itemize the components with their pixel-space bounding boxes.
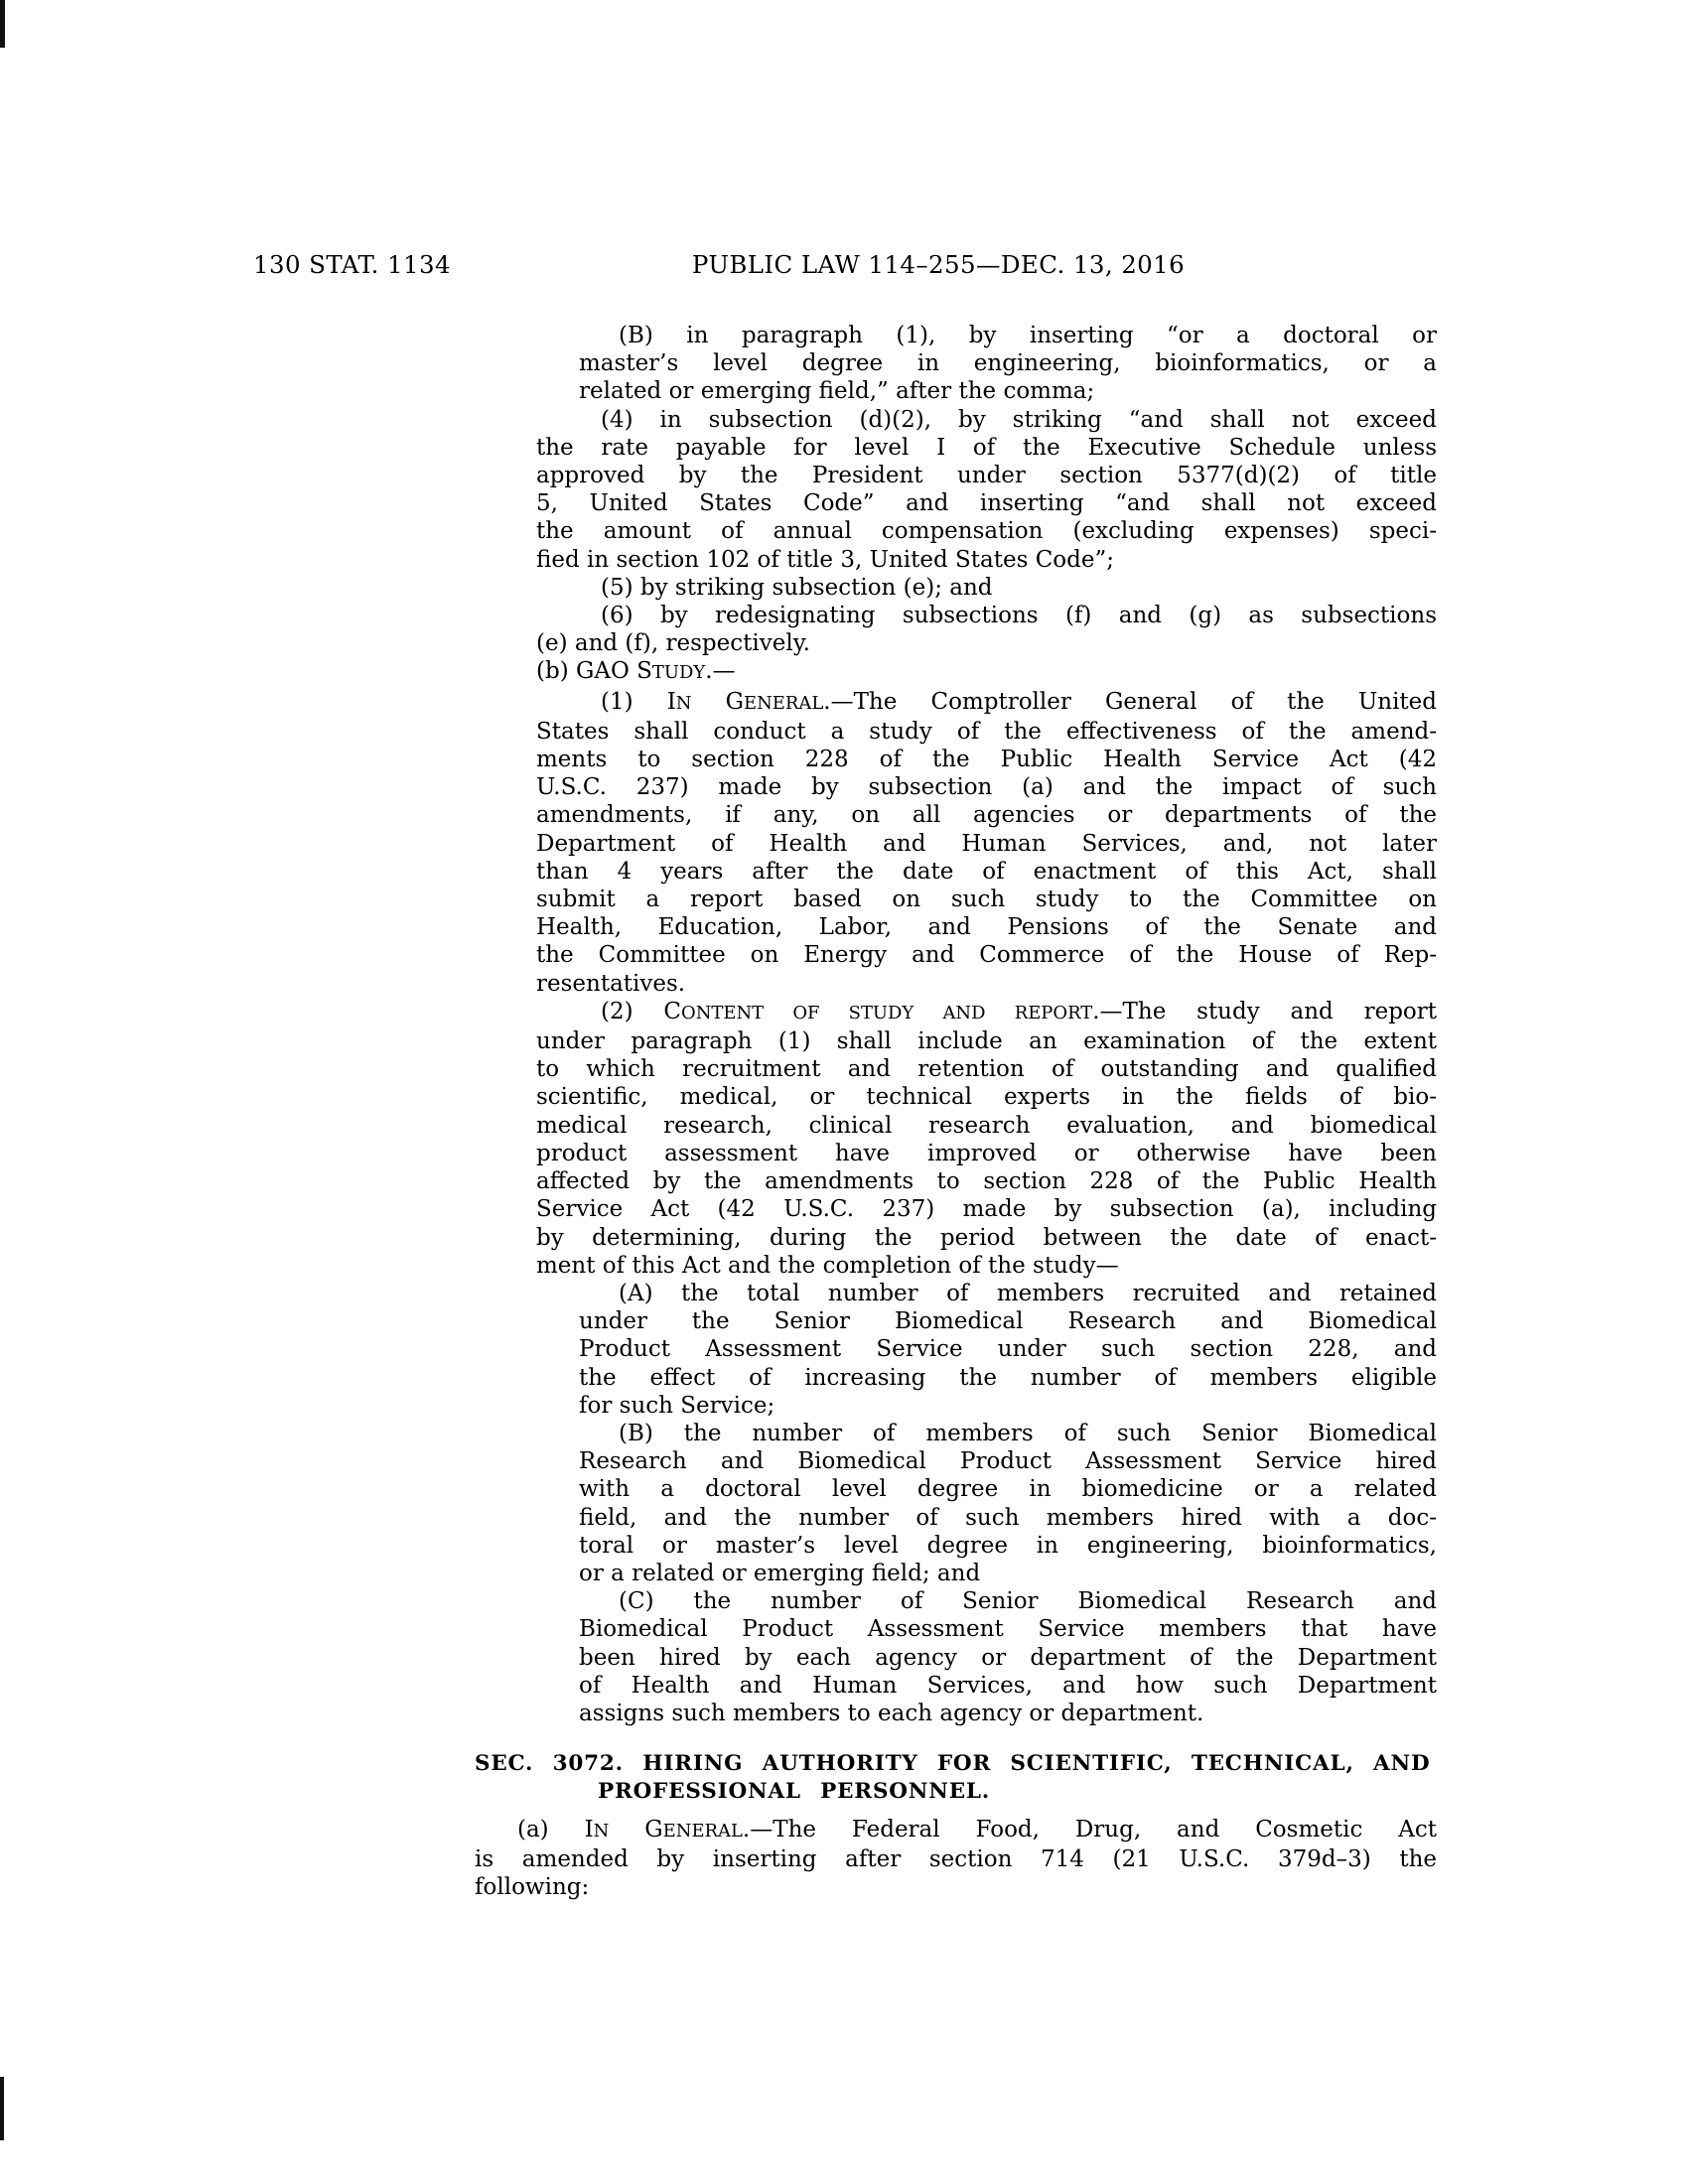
- text-segment: field, and the number of such members hired with a doc-: [579, 1504, 1437, 1531]
- text-segment: (A) the total number of members recruited and retained: [619, 1280, 1437, 1306]
- text-line: [475, 1615, 1437, 1643]
- text-segment: 5, United States Code” and inserting “and shall not exceed: [536, 490, 1437, 517]
- text-line: [475, 1420, 1437, 1447]
- text-segment: resentatives.: [536, 970, 686, 997]
- text-segment: Research and Biomedical Product Assessment Service hired: [579, 1448, 1437, 1475]
- section-heading: [475, 1750, 1437, 1806]
- text-segment: .—The Federal Food, Drug, and Cosmetic Act: [742, 1816, 1438, 1843]
- text-line: [475, 574, 1437, 602]
- text-segment: to which recruitment and retention of outstanding and qualified: [536, 1056, 1437, 1083]
- section-heading-line1: SEC. 3072. HIRING AUTHORITY FOR SCIENTIFIC, TECHNICAL, AND: [475, 1751, 1431, 1777]
- section-opening-paragraph: [475, 1816, 1437, 1902]
- text-segment: the rate payable for level I of the Executive Schedule unless: [536, 434, 1437, 461]
- text-line: [475, 1195, 1437, 1223]
- text-line: [475, 1587, 1437, 1615]
- text-line: [475, 546, 1437, 574]
- text-segment: been hired by each agency or department of the Department: [579, 1644, 1437, 1671]
- text-line: [475, 377, 1437, 405]
- text-line: [475, 858, 1437, 886]
- text-segment: (a) I: [517, 1816, 594, 1843]
- text-segment: (2) C: [601, 998, 681, 1024]
- text-line: [475, 1644, 1437, 1672]
- text-line: [475, 1873, 1437, 1901]
- running-header: [0, 250, 1688, 282]
- text-line: [475, 1112, 1437, 1140]
- text-line: [475, 322, 1437, 349]
- small-caps-text: N: [593, 1820, 610, 1842]
- text-line: [475, 773, 1437, 801]
- text-segment: by determining, during the period between the date of enact-: [536, 1224, 1437, 1251]
- statute-body: [475, 322, 1437, 1727]
- text-segment: (4) in subsection (d)(2), by striking “and shall not exceed: [601, 406, 1437, 433]
- text-segment: (e) and (f), respectively.: [536, 630, 810, 657]
- text-segment: .—The Comptroller General of the United: [823, 688, 1438, 715]
- text-line: [475, 941, 1437, 969]
- text-line: [475, 1335, 1437, 1363]
- text-segment: (B) in paragraph (1), by inserting “or a doctoral or: [619, 323, 1437, 348]
- text-line: [475, 746, 1437, 773]
- text-segment: the amount of annual compensation (excluding expenses) speci-: [536, 518, 1437, 545]
- text-line: [475, 489, 1437, 517]
- text-segment: or a related or emerging field; and: [579, 1560, 981, 1586]
- small-caps-text: TUDY: [651, 662, 706, 684]
- text-line: [475, 434, 1437, 462]
- text-line: [475, 718, 1437, 746]
- statute-text-column: [475, 322, 1437, 1901]
- text-line: [475, 1504, 1437, 1532]
- scan-artifact-top: [0, 0, 5, 48]
- text-segment: .—: [705, 658, 736, 685]
- small-caps-text: ENERAL: [662, 1820, 743, 1842]
- text-line: [475, 349, 1437, 377]
- text-line: [475, 970, 1437, 998]
- text-segment: toral or master’s level degree in engineering, bioinformatics,: [579, 1532, 1437, 1559]
- text-line: [475, 1055, 1437, 1083]
- text-line: [475, 1307, 1437, 1335]
- text-line: [475, 1140, 1437, 1167]
- text-segment: (1) I: [601, 688, 676, 715]
- text-segment: than 4 years after the date of enactment of this Act, shall: [536, 858, 1437, 885]
- text-segment: .—The study and report: [1092, 998, 1438, 1024]
- text-line: [475, 629, 1437, 657]
- text-segment: fied in section 102 of title 3, United States Code”;: [536, 546, 1114, 573]
- text-segment: U.S.C. 237) made by subsection (a) and the impact of such: [536, 774, 1437, 801]
- text-segment: for such Service;: [579, 1392, 775, 1419]
- text-segment: medical research, clinical research evaluation, and biomedical: [536, 1112, 1437, 1139]
- text-segment: (C) the number of Senior Biomedical Research and: [619, 1588, 1437, 1615]
- text-segment: under the Senior Biomedical Research and Biomedical: [579, 1308, 1437, 1335]
- small-caps-text: N: [675, 692, 692, 714]
- text-line: [475, 913, 1437, 941]
- text-line: [475, 406, 1437, 434]
- text-line: [475, 998, 1437, 1027]
- text-line: [475, 1700, 1437, 1727]
- text-line: [475, 1252, 1437, 1280]
- text-line: [475, 830, 1437, 858]
- text-segment: is amended by inserting after section 714 (21 U.S.C. 379d–3) the: [475, 1845, 1437, 1872]
- stat-page-number: 130 STAT. 1134: [253, 250, 451, 279]
- text-segment: amendments, if any, on all agencies or departments of the: [536, 802, 1437, 829]
- text-segment: related or emerging field,” after the comma;: [579, 378, 1095, 405]
- text-line: [475, 1816, 1437, 1845]
- text-line: [475, 1532, 1437, 1560]
- text-line: [475, 1280, 1437, 1307]
- text-segment: G: [691, 688, 745, 715]
- text-segment: Health, Education, Labor, and Pensions of the Senate and: [536, 914, 1437, 941]
- text-line: [475, 1475, 1437, 1503]
- text-line: [475, 1672, 1437, 1700]
- text-segment: States shall conduct a study of the effectiveness of the amend-: [536, 718, 1437, 745]
- small-caps-text: ENERAL: [744, 692, 824, 714]
- text-segment: with a doctoral level degree in biomedicine or a related: [579, 1476, 1437, 1503]
- text-line: [475, 1364, 1437, 1392]
- text-line: [475, 801, 1437, 829]
- text-segment: of Health and Human Services, and how such Department: [579, 1672, 1437, 1699]
- text-segment: submit a report based on such study to the Committee on: [536, 887, 1437, 913]
- text-segment: G: [609, 1816, 663, 1843]
- text-line: [475, 1560, 1437, 1587]
- text-segment: the Committee on Energy and Commerce of the House of Rep-: [536, 942, 1437, 969]
- text-segment: affected by the amendments to section 228 of the Public Health: [536, 1168, 1437, 1195]
- text-segment: assigns such members to each agency or department.: [579, 1700, 1204, 1726]
- text-segment: (5) by striking subsection (e); and: [601, 574, 993, 601]
- text-segment: Service Act (42 U.S.C. 237) made by subsection (a), including: [536, 1196, 1437, 1223]
- small-caps-text: ONTENT OF STUDY AND REPORT: [681, 1002, 1093, 1024]
- text-line: [475, 657, 1437, 687]
- text-line: [475, 886, 1437, 913]
- text-line: [475, 1845, 1437, 1873]
- text-segment: (B) the number of members of such Senior Biomedical: [619, 1420, 1437, 1446]
- text-line: [475, 1083, 1437, 1111]
- text-line: [475, 1167, 1437, 1195]
- text-segment: (6) by redesignating subsections (f) and (g) as subsections: [601, 603, 1437, 629]
- text-line: [475, 1224, 1437, 1252]
- text-segment: product assessment have improved or otherwise have been: [536, 1140, 1437, 1166]
- text-segment: scientific, medical, or technical experts in the fields of bio-: [536, 1084, 1437, 1111]
- text-segment: Department of Health and Human Services, and, not later: [536, 830, 1437, 857]
- text-line: [475, 602, 1437, 629]
- law-title: PUBLIC LAW 114–255—DEC. 13, 2016: [691, 250, 1186, 279]
- text-segment: the effect of increasing the number of members eligible: [579, 1364, 1437, 1391]
- text-segment: Product Assessment Service under such section 228, and: [579, 1336, 1437, 1363]
- text-segment: Biomedical Product Assessment Service members that have: [579, 1616, 1437, 1643]
- text-line: [475, 688, 1437, 718]
- text-segment: ment of this Act and the completion of the study—: [536, 1252, 1119, 1279]
- text-segment: under paragraph (1) shall include an examination of the extent: [536, 1028, 1437, 1055]
- text-line: [475, 1447, 1437, 1475]
- text-line: [475, 517, 1437, 545]
- text-line: [475, 1027, 1437, 1055]
- text-segment: (b) GAO S: [536, 658, 652, 685]
- text-segment: approved by the President under section 5377(d)(2) of title: [536, 463, 1437, 489]
- text-segment: following:: [475, 1873, 590, 1900]
- text-line: [475, 462, 1437, 489]
- text-segment: master’s level degree in engineering, bioinformatics, or a: [579, 350, 1437, 377]
- scan-artifact-bottom: [0, 2077, 4, 2140]
- text-line: [475, 1392, 1437, 1420]
- section-heading-line2: PROFESSIONAL PERSONNEL.: [598, 1779, 991, 1805]
- text-segment: ments to section 228 of the Public Health Service Act (42: [536, 747, 1437, 773]
